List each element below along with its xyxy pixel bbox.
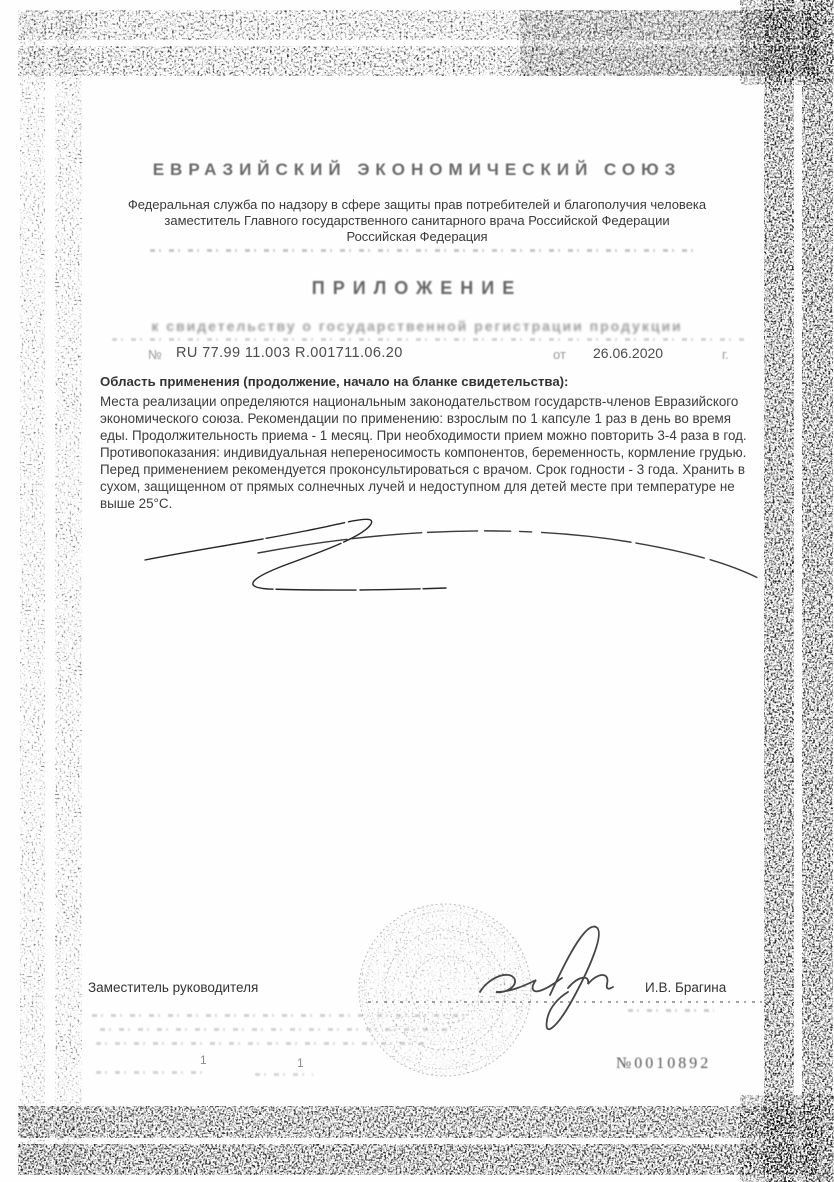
faded-footnote-line xyxy=(92,1014,464,1017)
faded-footnote-line xyxy=(255,1073,313,1076)
round-stamp xyxy=(355,900,535,1080)
body-paragraph: Места реализации определяются национальным законодательством государств-членов Евразийского экономического союза. Рекомендации по применению: взрослым по 1 капсуле 1 раз в день во время еды. Продолжительность приема - 1 месяц. При необходимости прием можно повторить 3-4 раза в год. Противопоказания: индивидуальная непереносимость компонентов, беременность, кормление грудью. Перед применением рекомендуется проконсультироваться с врачом. Срок годности - 3 года. Хранить в сухом, защищенном от прямых солнечных лучей и недоступном для детей месте при температуре не выше 25°С. xyxy=(100,394,747,511)
faint-digit-mark: 1 xyxy=(297,1056,304,1070)
faint-digit-mark: 1 xyxy=(200,1053,207,1067)
date-preposition: от xyxy=(553,347,566,362)
guilloche-border-bottom xyxy=(18,1106,818,1175)
union-title: ЕВРАЗИЙСКИЙ ЭКОНОМИЧЕСКИЙ СОЮЗ xyxy=(152,160,682,179)
signature-stroke xyxy=(450,900,620,1045)
signature-dotted-rule xyxy=(368,1001,762,1003)
subtitle-dotted-rule xyxy=(112,338,748,341)
paraph-scribble xyxy=(90,498,780,613)
number-prefix: № xyxy=(148,347,162,362)
registration-date: 26.06.2020 xyxy=(593,345,664,361)
faded-address-line xyxy=(150,249,695,252)
faded-fio-caption xyxy=(628,1009,714,1012)
doc-subtitle: к свидетельству о государственной регистрации продукции xyxy=(151,318,683,334)
official-line: заместитель Главного государственного санитарного врача Российской Федерации xyxy=(164,213,670,228)
guilloche-border-top xyxy=(18,10,818,76)
faded-footnote-line xyxy=(96,1071,208,1074)
blank-serial-number: №0010892 xyxy=(616,1055,712,1072)
section-heading: Область применения (продолжение, начало на бланке свидетельства): xyxy=(100,374,569,389)
deputy-title: Заместитель руководителя xyxy=(88,980,259,995)
signer-name: И.В. Брагина xyxy=(645,980,727,995)
doc-title: ПРИЛОЖЕНИЕ xyxy=(311,278,523,298)
country-line: Российская Федерация xyxy=(346,229,488,244)
date-suffix: г. xyxy=(722,347,729,362)
registration-number: RU 77.99 11.003 R.001711.06.20 xyxy=(176,345,403,361)
faded-footnote-line xyxy=(96,1042,428,1045)
agency-line: Федеральная служба по надзору в сфере защиты прав потребителей и благополучия человека xyxy=(127,197,707,212)
faded-footnote-line xyxy=(100,1028,450,1031)
guilloche-border-left xyxy=(20,10,82,1175)
